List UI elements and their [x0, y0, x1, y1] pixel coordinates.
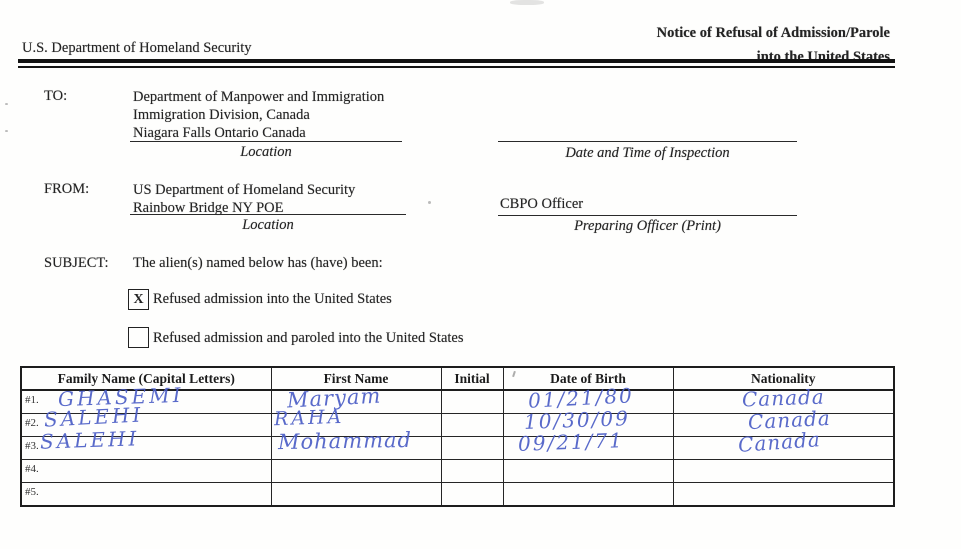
handwriting-dob-1: 01/21/80 [527, 383, 635, 413]
checkbox-refused-and-paroled[interactable] [128, 327, 149, 348]
cell-nationality [673, 460, 894, 483]
cell-dob [503, 390, 673, 414]
to-location-caption: Location [240, 144, 292, 160]
cell-nationality [673, 437, 894, 460]
scan-smudge [510, 0, 544, 5]
to-address-line-1: Department of Manpower and Immigration [133, 89, 385, 105]
cell-family-name [21, 437, 271, 460]
row-number: #3. [25, 440, 39, 452]
handwriting-dob-3: 09/21/71 [517, 428, 625, 456]
from-address-line-2: Rainbow Bridge NY POE [133, 200, 284, 216]
row-number: #4. [25, 463, 39, 475]
row-number: #1. [25, 394, 39, 406]
handwriting-first-name-3: Mohammad [277, 427, 413, 455]
agency-name: U.S. Department of Homeland Security [22, 40, 252, 56]
checkbox-refused-and-paroled-label: Refused admission and paroled into the United States [153, 330, 464, 346]
cell-dob [503, 414, 673, 437]
handwriting-family-name-1: GHASEMI [57, 382, 184, 412]
preparing-officer-value: CBPO Officer [500, 196, 584, 212]
from-location-caption: Location [242, 217, 294, 233]
cell-nationality [673, 483, 894, 507]
cell-initial [441, 390, 503, 414]
handwriting-nationality-2: Canada [747, 405, 832, 435]
to-address [133, 88, 384, 142]
cell-nationality [673, 414, 894, 437]
to-label: TO: [44, 88, 68, 104]
cell-first-name [271, 414, 441, 437]
cell-family-name [21, 483, 271, 507]
document-title-line2: into the United States [756, 49, 890, 65]
handwriting-family-name-2: SALEHI [43, 402, 144, 432]
to-address-line-3: Niagara Falls Ontario Canada [133, 125, 306, 141]
table-row [21, 460, 894, 483]
checkbox-refused-admission[interactable]: X [128, 289, 149, 310]
header-nationality: Nationality [673, 367, 894, 390]
cell-first-name [271, 437, 441, 460]
header-date-of-birth: Date of Birth [503, 367, 673, 390]
cell-nationality [673, 390, 894, 414]
document-title-line1: Notice of Refusal of Admission/Parole [656, 25, 890, 41]
cell-dob [503, 483, 673, 507]
subject-label: SUBJECT: [44, 255, 109, 271]
cell-family-name [21, 414, 271, 437]
from-address-line-1: US Department of Homeland Security [133, 182, 356, 198]
cell-initial [441, 414, 503, 437]
cell-first-name [271, 483, 441, 507]
header-first-name: First Name [271, 367, 441, 390]
inspection-date-caption: Date and Time of Inspection [565, 145, 730, 161]
handwriting-first-name-1: Maryam [286, 383, 382, 413]
cell-family-name [21, 460, 271, 483]
cell-initial [441, 483, 503, 507]
preparing-officer-caption: Preparing Officer (Print) [574, 218, 721, 234]
handwriting-first-name-2: RAHA [273, 405, 345, 431]
to-location-line [130, 141, 402, 142]
table-row [21, 437, 894, 460]
table-row [21, 390, 894, 414]
preparing-officer-line [498, 215, 797, 216]
handwriting-nationality-3: Canada [737, 427, 822, 457]
subject-intro: The alien(s) named below has (have) been: [133, 255, 383, 271]
from-label: FROM: [44, 181, 90, 197]
table-header-row [21, 367, 894, 390]
cell-dob [503, 437, 673, 460]
table-row [21, 483, 894, 507]
checkbox-refused-admission-label: Refused admission into the United States [153, 291, 392, 307]
handwriting-family-name-3: SALEHI [39, 426, 140, 454]
from-address [133, 181, 355, 217]
header-initial: Initial [441, 367, 503, 390]
table-row [21, 414, 894, 437]
alien-roster-table [20, 366, 895, 507]
scan-speck [5, 130, 8, 132]
handwriting-dob-2: 10/30/09 [523, 406, 631, 434]
cell-initial [441, 460, 503, 483]
to-address-line-2: Immigration Division, Canada [133, 107, 310, 123]
header-family-name: Family Name (Capital Letters) [21, 367, 271, 390]
row-number: #2. [25, 417, 39, 429]
scan-speck [428, 201, 431, 204]
row-number: #5. [25, 486, 39, 498]
handwriting-nationality-1: Canada [741, 384, 826, 412]
scan-speck [5, 103, 8, 105]
inspection-date-line [498, 141, 797, 142]
header-divider-rule [18, 59, 895, 68]
from-location-line [130, 214, 406, 215]
cell-first-name [271, 390, 441, 414]
cell-initial [441, 437, 503, 460]
cell-first-name [271, 460, 441, 483]
cell-family-name [21, 390, 271, 414]
cell-dob [503, 460, 673, 483]
